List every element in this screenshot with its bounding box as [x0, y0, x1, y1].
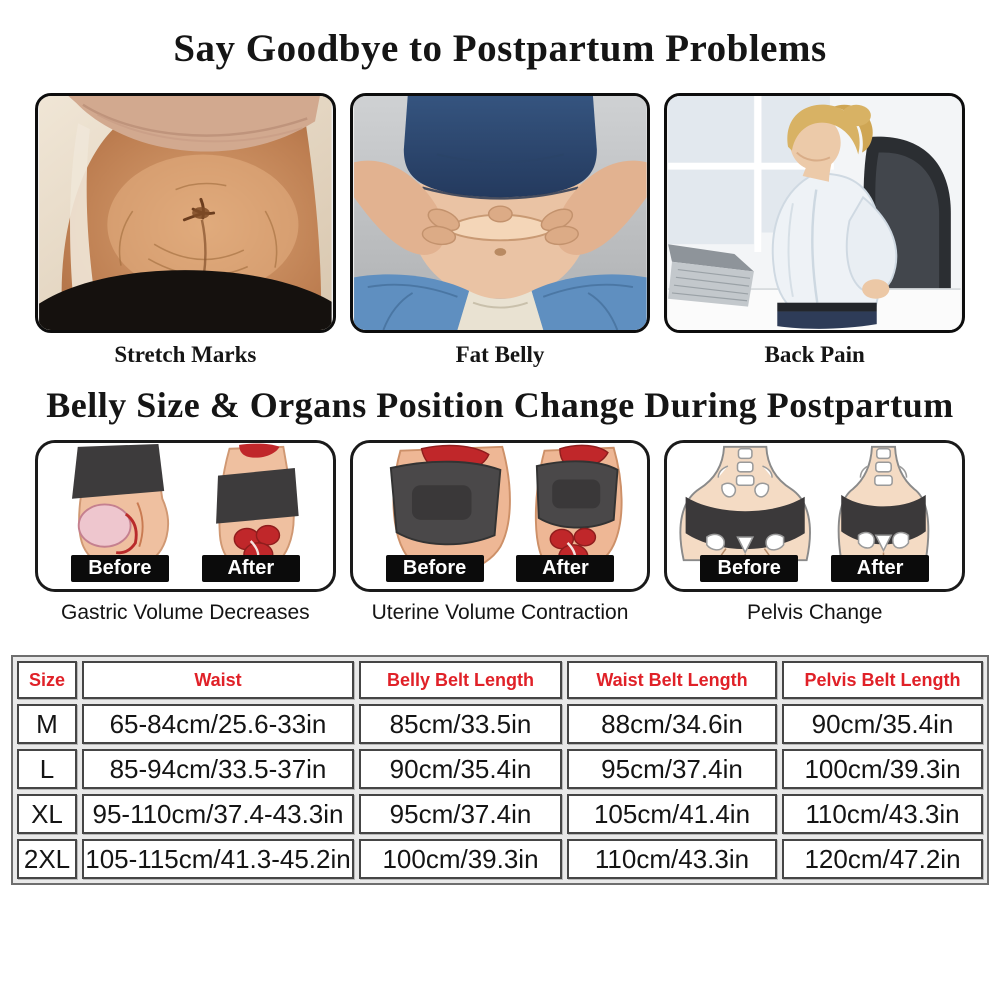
- pelvis-belt-cell: 120cm/47.2in: [782, 839, 983, 879]
- waist-belt-cell: 110cm/43.3in: [567, 839, 777, 879]
- panel-card-pelvis: [664, 440, 965, 625]
- belly-belt-cell: 95cm/37.4in: [359, 794, 562, 834]
- col-header-waist: Waist: [82, 661, 354, 699]
- belly-belt-cell: 90cm/35.4in: [359, 749, 562, 789]
- after-label: After: [831, 555, 929, 582]
- before-label: Before: [71, 555, 169, 582]
- col-header-belly-belt: Belly Belt Length: [359, 661, 562, 699]
- size-cell: XL: [17, 794, 77, 834]
- belly-belt-cell: 85cm/33.5in: [359, 704, 562, 744]
- waist-cell: 105-115cm/41.3-45.2in: [82, 839, 354, 879]
- uterine-volume-art: [353, 443, 648, 589]
- stretch-marks-photo-art: [38, 96, 333, 330]
- photo-caption-stretch-marks: Stretch Marks: [114, 342, 257, 367]
- section-title-change: Belly Size & Organs Position Change During Postpartum: [46, 385, 954, 425]
- before-after-panel-row: [0, 440, 1000, 625]
- size-cell: M: [17, 704, 77, 744]
- pelvis-change-art: [667, 443, 962, 589]
- pelvis-belt-cell: 100cm/39.3in: [782, 749, 983, 789]
- after-label: After: [202, 555, 300, 582]
- col-header-size: Size: [17, 661, 77, 699]
- fat-belly-photo-art: [353, 96, 648, 330]
- table-row-xl: [17, 794, 983, 834]
- problem-card-fat-belly: [350, 93, 651, 368]
- table-row-m: [17, 704, 983, 744]
- fat-belly-photo: [350, 93, 651, 333]
- col-header-pelvis-belt: Pelvis Belt Length: [782, 661, 983, 699]
- panel-card-gastric: [35, 440, 336, 625]
- problem-card-back-pain: [664, 93, 965, 368]
- table-row-2xl: [17, 839, 983, 879]
- before-label: Before: [386, 555, 484, 582]
- gastric-volume-art: [38, 443, 333, 589]
- photo-caption-fat-belly: Fat Belly: [455, 342, 545, 367]
- waist-belt-cell: 105cm/41.4in: [567, 794, 777, 834]
- panel-caption-gastric: Gastric Volume Decreases: [61, 601, 310, 624]
- table-row-l: [17, 749, 983, 789]
- waist-belt-cell: 95cm/37.4in: [567, 749, 777, 789]
- panel-caption-uterine: Uterine Volume Contraction: [371, 601, 629, 624]
- table-header-row: [17, 661, 983, 699]
- problem-card-stretch-marks: [35, 93, 336, 368]
- photo-caption-back-pain: Back Pain: [764, 342, 865, 367]
- waist-cell: 85-94cm/33.5-37in: [82, 749, 354, 789]
- panel-caption-pelvis: Pelvis Change: [746, 601, 883, 624]
- pelvis-change-illustration: [664, 440, 965, 592]
- size-cell: 2XL: [17, 839, 77, 879]
- problem-photo-row: [0, 93, 1000, 368]
- waist-cell: 95-110cm/37.4-43.3in: [82, 794, 354, 834]
- size-chart-table: [11, 655, 989, 885]
- uterine-volume-illustration: [350, 440, 651, 592]
- pelvis-belt-cell: 90cm/35.4in: [782, 704, 983, 744]
- after-label: After: [516, 555, 614, 582]
- before-label: Before: [700, 555, 798, 582]
- pelvis-belt-cell: 110cm/43.3in: [782, 794, 983, 834]
- gastric-volume-illustration: [35, 440, 336, 592]
- back-pain-photo: [664, 93, 965, 333]
- size-cell: L: [17, 749, 77, 789]
- belly-belt-cell: 100cm/39.3in: [359, 839, 562, 879]
- stretch-marks-photo: [35, 93, 336, 333]
- page-title: Say Goodbye to Postpartum Problems: [173, 27, 827, 70]
- waist-cell: 65-84cm/25.6-33in: [82, 704, 354, 744]
- panel-card-uterine: [350, 440, 651, 625]
- back-pain-photo-art: [667, 96, 962, 330]
- waist-belt-cell: 88cm/34.6in: [567, 704, 777, 744]
- col-header-waist-belt: Waist Belt Length: [567, 661, 777, 699]
